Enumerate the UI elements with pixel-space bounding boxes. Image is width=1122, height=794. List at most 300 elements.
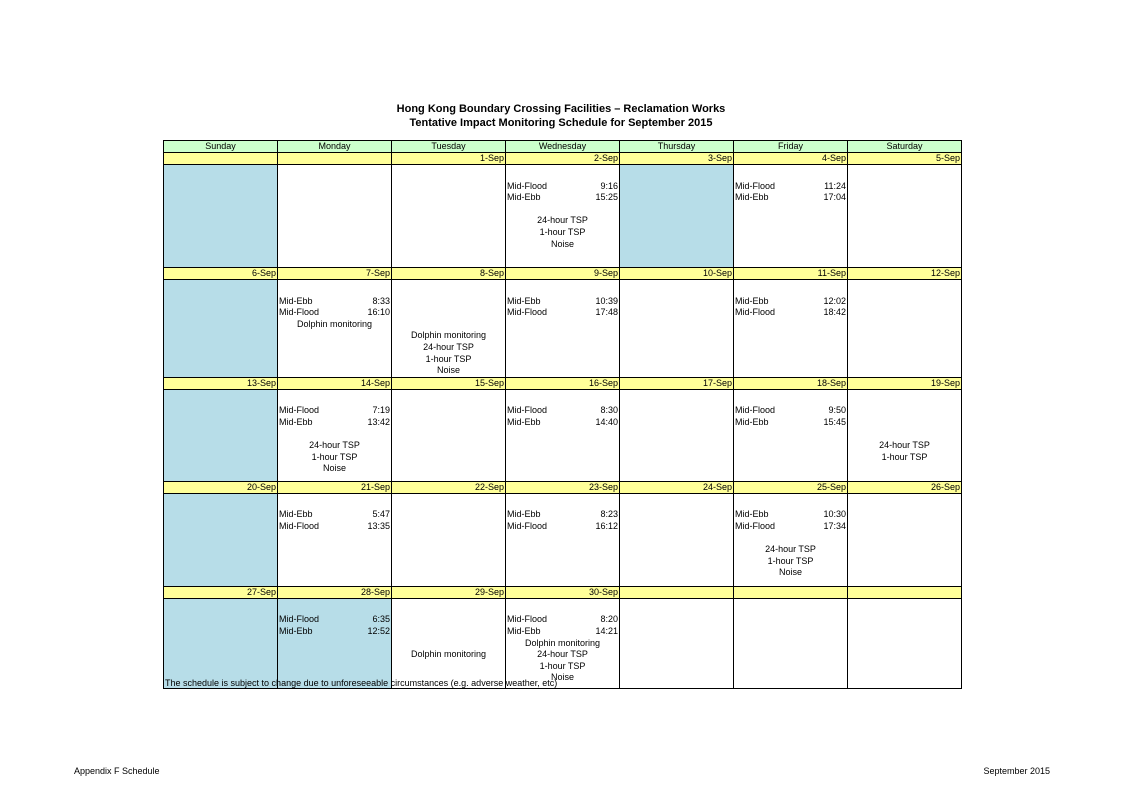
- tide-label: Mid-Flood: [507, 520, 548, 531]
- tide-time: 6:35: [372, 614, 390, 625]
- tide-time: 10:30: [823, 509, 846, 520]
- activity-label: [735, 463, 846, 475]
- day-cell: [392, 280, 506, 378]
- weekday-header: Friday: [734, 141, 848, 153]
- activity-label: [621, 204, 732, 216]
- tide-label: Mid-Ebb: [507, 625, 541, 636]
- activity-label: [621, 638, 732, 650]
- activity-label: [507, 342, 618, 354]
- activity-label: [621, 342, 732, 354]
- tide-entry: [507, 417, 618, 429]
- schedule-note: The schedule is subject to change due to unforeseeable circumstances (e.g. adverse weather, etc): [165, 678, 558, 688]
- tide-entry: [507, 307, 618, 319]
- tide-time: 12:52: [367, 625, 390, 636]
- tide-entry: [279, 405, 390, 417]
- tide-entry: [279, 521, 390, 533]
- activity-label: [621, 429, 732, 441]
- activity-label: [621, 319, 732, 331]
- activity-label: 1-hour TSP: [767, 555, 814, 566]
- date-cell: 26-Sep: [848, 481, 962, 493]
- activity-label: [507, 330, 618, 342]
- date-cell: 28-Sep: [278, 586, 392, 598]
- activity-label: [621, 452, 732, 464]
- activity-label: [849, 672, 960, 684]
- tide-entry: [735, 192, 846, 204]
- activity-label: [735, 661, 846, 673]
- activity-label: [165, 463, 276, 475]
- activity-label: Noise: [550, 672, 574, 683]
- tide-entry: [507, 181, 618, 193]
- activity-label: [735, 354, 846, 366]
- activity-label: [279, 342, 390, 354]
- date-cell: 9-Sep: [506, 268, 620, 280]
- activity-label: [165, 354, 276, 366]
- date-cell: 2-Sep: [506, 153, 620, 165]
- activity-label: [279, 429, 390, 441]
- weekday-header: Saturday: [848, 141, 962, 153]
- activity-label: 1-hour TSP: [881, 451, 928, 462]
- activity-label: Noise: [778, 567, 802, 578]
- activity-label: [849, 556, 960, 568]
- schedule-row: [164, 598, 962, 688]
- day-cell: [392, 165, 506, 268]
- activity-label: [393, 204, 504, 216]
- activity-label: Dolphin monitoring: [410, 330, 487, 341]
- day-cell: [848, 598, 962, 688]
- date-cell: 22-Sep: [392, 481, 506, 493]
- tide-label: Mid-Flood: [735, 405, 776, 416]
- activity-label: [621, 649, 732, 661]
- activity-label: [393, 452, 504, 464]
- tide-entry: [507, 509, 618, 521]
- footer-left: Appendix F Schedule: [74, 766, 160, 776]
- activity-label: [849, 354, 960, 366]
- date-row: [164, 481, 962, 493]
- activity-label: [735, 429, 846, 441]
- activity-label: 1-hour TSP: [539, 660, 586, 671]
- activity-label: [393, 567, 504, 579]
- activity-label: [165, 649, 276, 661]
- weekday-header: Thursday: [620, 141, 734, 153]
- day-cell: [164, 165, 278, 268]
- date-cell: 21-Sep: [278, 481, 392, 493]
- activity-label: 1-hour TSP: [539, 226, 586, 237]
- activity-label: [735, 672, 846, 684]
- date-row: [164, 153, 962, 165]
- tide-time: 14:40: [595, 416, 618, 427]
- activity-label: 1-hour TSP: [425, 353, 472, 364]
- tide-time: 8:33: [372, 295, 390, 306]
- date-cell: 27-Sep: [164, 586, 278, 598]
- day-cell: [734, 598, 848, 688]
- activity-label: [165, 204, 276, 216]
- date-cell: 11-Sep: [734, 268, 848, 280]
- activity-label: [279, 239, 390, 251]
- activity-label: [279, 354, 390, 366]
- activity-label: 24-hour TSP: [537, 649, 588, 660]
- day-cell: [620, 280, 734, 378]
- activity-label: [279, 649, 390, 661]
- tide-label: Mid-Flood: [507, 614, 548, 625]
- tide-label: Mid-Flood: [279, 405, 320, 416]
- day-cell: [164, 280, 278, 378]
- activity-label: [279, 638, 390, 650]
- activity-label: [165, 330, 276, 342]
- activity-label: [165, 638, 276, 650]
- tide-label: Mid-Flood: [507, 307, 548, 318]
- date-row: [164, 377, 962, 389]
- day-cell: [620, 493, 734, 586]
- activity-label: [621, 330, 732, 342]
- activity-label: Noise: [322, 463, 346, 474]
- date-cell: [620, 586, 734, 598]
- date-cell: 24-Sep: [620, 481, 734, 493]
- date-cell: 7-Sep: [278, 268, 392, 280]
- tide-time: 17:48: [595, 307, 618, 318]
- activity-label: [393, 429, 504, 441]
- activity-label: [735, 227, 846, 239]
- tide-time: 16:12: [595, 520, 618, 531]
- tide-entry: [735, 417, 846, 429]
- activity-label: [507, 544, 618, 556]
- activity-label: [393, 239, 504, 251]
- activity-label: [165, 556, 276, 568]
- day-cell: [164, 598, 278, 688]
- tide-entry: [279, 307, 390, 319]
- activity-label: [279, 567, 390, 579]
- tide-time: 13:35: [367, 520, 390, 531]
- activity-label: Noise: [436, 365, 460, 376]
- date-cell: 18-Sep: [734, 377, 848, 389]
- date-cell: [848, 586, 962, 598]
- activity-label: [849, 463, 960, 475]
- activity-label: 24-hour TSP: [879, 440, 930, 451]
- tide-label: Mid-Ebb: [279, 625, 313, 636]
- activity-label: [507, 319, 618, 331]
- tide-entry: [507, 192, 618, 204]
- activity-label: [735, 215, 846, 227]
- activity-label: [393, 463, 504, 475]
- activity-label: [621, 215, 732, 227]
- activity-label: [849, 319, 960, 331]
- activity-label: [507, 440, 618, 452]
- day-cell: [848, 493, 962, 586]
- activity-label: [849, 661, 960, 673]
- tide-time: 16:10: [367, 307, 390, 318]
- tide-label: Mid-Flood: [279, 520, 320, 531]
- day-cell: [392, 493, 506, 586]
- activity-label: [849, 342, 960, 354]
- activity-label: Dolphin monitoring: [410, 649, 487, 660]
- day-cell: [848, 165, 962, 268]
- page-title-line1: Hong Kong Boundary Crossing Facilities – Reclamation Works: [396, 103, 726, 115]
- activity-label: [849, 649, 960, 661]
- activity-label: [735, 638, 846, 650]
- activity-label: [621, 567, 732, 579]
- tide-time: 10:39: [595, 295, 618, 306]
- activity-label: [849, 533, 960, 545]
- activity-label: [393, 533, 504, 545]
- date-cell: 12-Sep: [848, 268, 962, 280]
- activity-label: [621, 239, 732, 251]
- activity-label: Noise: [550, 238, 574, 249]
- schedule-row: [164, 493, 962, 586]
- tide-entry: [507, 405, 618, 417]
- date-cell: [164, 153, 278, 165]
- tide-entry: [507, 614, 618, 626]
- weekday-header: Monday: [278, 141, 392, 153]
- activity-label: [165, 319, 276, 331]
- day-cell: [278, 165, 392, 268]
- day-cell: [506, 280, 620, 378]
- activity-label: 24-hour TSP: [309, 440, 360, 451]
- day-cell: [392, 598, 506, 688]
- activity-label: 24-hour TSP: [423, 341, 474, 352]
- day-cell: [734, 389, 848, 481]
- activity-label: [165, 567, 276, 579]
- tide-time: 12:02: [823, 295, 846, 306]
- tide-entry: [279, 626, 390, 638]
- activity-label: [279, 204, 390, 216]
- schedule-row: [164, 389, 962, 481]
- activity-label: [735, 533, 846, 545]
- activity-label: [165, 227, 276, 239]
- date-cell: 30-Sep: [506, 586, 620, 598]
- tide-entry: [279, 296, 390, 308]
- activity-label: [393, 319, 504, 331]
- date-row: [164, 586, 962, 598]
- tide-label: Mid-Ebb: [507, 509, 541, 520]
- activity-label: [507, 354, 618, 366]
- activity-label: 24-hour TSP: [765, 544, 816, 555]
- activity-label: [165, 544, 276, 556]
- activity-label: [735, 204, 846, 216]
- activity-label: [393, 544, 504, 556]
- activity-label: [621, 544, 732, 556]
- activity-label: [507, 429, 618, 441]
- day-cell: [734, 165, 848, 268]
- day-cell: [620, 389, 734, 481]
- date-cell: 23-Sep: [506, 481, 620, 493]
- activity-label: [735, 649, 846, 661]
- date-cell: 15-Sep: [392, 377, 506, 389]
- activity-label: [165, 533, 276, 545]
- activity-label: [393, 227, 504, 239]
- tide-entry: [735, 521, 846, 533]
- tide-time: 8:20: [600, 614, 618, 625]
- activity-label: [735, 319, 846, 331]
- activity-label: [849, 227, 960, 239]
- tide-entry: [279, 417, 390, 429]
- activity-label: [393, 661, 504, 673]
- activity-label: [621, 227, 732, 239]
- tide-entry: [279, 509, 390, 521]
- tide-entry: [735, 181, 846, 193]
- date-cell: 19-Sep: [848, 377, 962, 389]
- day-cell: [164, 493, 278, 586]
- activity-label: [279, 661, 390, 673]
- tide-label: Mid-Ebb: [279, 295, 313, 306]
- date-cell: 20-Sep: [164, 481, 278, 493]
- tide-time: 14:21: [595, 625, 618, 636]
- day-cell: [278, 598, 392, 688]
- tide-label: Mid-Ebb: [279, 509, 313, 520]
- activity-label: [621, 672, 732, 684]
- day-cell: [392, 389, 506, 481]
- tide-label: Mid-Flood: [735, 307, 776, 318]
- tide-time: 8:30: [600, 405, 618, 416]
- activity-label: [507, 452, 618, 464]
- tide-label: Mid-Ebb: [735, 192, 769, 203]
- tide-entry: [735, 296, 846, 308]
- day-cell: [506, 598, 620, 688]
- date-cell: [278, 153, 392, 165]
- activity-label: [735, 452, 846, 464]
- date-cell: 13-Sep: [164, 377, 278, 389]
- activity-label: [393, 638, 504, 650]
- tide-label: Mid-Flood: [507, 180, 548, 191]
- tide-entry: [507, 626, 618, 638]
- date-cell: 1-Sep: [392, 153, 506, 165]
- date-cell: 6-Sep: [164, 268, 278, 280]
- tide-label: Mid-Flood: [735, 520, 776, 531]
- date-cell: 29-Sep: [392, 586, 506, 598]
- tide-entry: [279, 614, 390, 626]
- weekday-header: Tuesday: [392, 141, 506, 153]
- page-title-line2: Tentative Impact Monitoring Schedule for September 2015: [409, 117, 713, 129]
- date-cell: 3-Sep: [620, 153, 734, 165]
- date-cell: 16-Sep: [506, 377, 620, 389]
- activity-label: [507, 463, 618, 475]
- activity-label: [393, 556, 504, 568]
- date-row: [164, 268, 962, 280]
- tide-label: Mid-Flood: [507, 405, 548, 416]
- day-cell: [734, 280, 848, 378]
- activity-label: [279, 544, 390, 556]
- activity-label: [165, 429, 276, 441]
- activity-label: [507, 204, 618, 216]
- day-cell: [506, 165, 620, 268]
- activity-label: [849, 544, 960, 556]
- activity-label: [393, 440, 504, 452]
- schedule-row: [164, 280, 962, 378]
- activity-label: [393, 215, 504, 227]
- activity-label: [165, 661, 276, 673]
- tide-time: 5:47: [372, 509, 390, 520]
- activity-label: [735, 239, 846, 251]
- tide-label: Mid-Ebb: [735, 295, 769, 306]
- activity-label: [279, 533, 390, 545]
- day-cell: [734, 493, 848, 586]
- activity-label: [165, 452, 276, 464]
- activity-label: [621, 463, 732, 475]
- activity-label: [507, 556, 618, 568]
- activity-label: Dolphin monitoring: [296, 318, 373, 329]
- activity-label: [165, 440, 276, 452]
- activity-label: [849, 239, 960, 251]
- tide-time: 18:42: [823, 307, 846, 318]
- footer-right: September 2015: [983, 766, 1050, 776]
- tide-label: Mid-Ebb: [507, 295, 541, 306]
- activity-label: [849, 567, 960, 579]
- tide-time: 8:23: [600, 509, 618, 520]
- activity-label: [279, 556, 390, 568]
- activity-label: [849, 330, 960, 342]
- weekday-header: Wednesday: [506, 141, 620, 153]
- date-cell: 4-Sep: [734, 153, 848, 165]
- activity-label: [621, 556, 732, 568]
- activity-label: [735, 342, 846, 354]
- tide-label: Mid-Flood: [735, 180, 776, 191]
- weekday-header: Sunday: [164, 141, 278, 153]
- tide-time: 9:16: [600, 180, 618, 191]
- day-cell: [278, 280, 392, 378]
- tide-entry: [507, 521, 618, 533]
- activity-label: [279, 215, 390, 227]
- activity-label: [849, 204, 960, 216]
- activity-label: [165, 342, 276, 354]
- calendar-table: [163, 140, 962, 689]
- day-cell: [506, 389, 620, 481]
- tide-time: 15:25: [595, 192, 618, 203]
- activity-label: [849, 215, 960, 227]
- day-cell: [620, 598, 734, 688]
- day-cell: [848, 389, 962, 481]
- tide-label: Mid-Ebb: [507, 416, 541, 427]
- activity-label: [507, 567, 618, 579]
- activity-label: [621, 661, 732, 673]
- date-cell: 14-Sep: [278, 377, 392, 389]
- activity-label: 24-hour TSP: [537, 215, 588, 226]
- date-cell: 5-Sep: [848, 153, 962, 165]
- activity-label: [279, 330, 390, 342]
- activity-label: [621, 440, 732, 452]
- tide-time: 11:24: [824, 180, 846, 191]
- day-cell: [278, 389, 392, 481]
- day-cell: [848, 280, 962, 378]
- tide-time: 17:34: [823, 520, 846, 531]
- activity-label: [621, 533, 732, 545]
- date-cell: [734, 586, 848, 598]
- day-cell: [620, 165, 734, 268]
- tide-entry: [735, 307, 846, 319]
- day-cell: [278, 493, 392, 586]
- date-cell: 8-Sep: [392, 268, 506, 280]
- activity-label: [735, 440, 846, 452]
- tide-label: Mid-Ebb: [735, 509, 769, 520]
- activity-label: [621, 354, 732, 366]
- tide-time: 7:19: [372, 405, 390, 416]
- tide-time: 9:50: [828, 405, 846, 416]
- day-cell: [506, 493, 620, 586]
- activity-label: [507, 533, 618, 545]
- activity-label: [279, 227, 390, 239]
- date-cell: 10-Sep: [620, 268, 734, 280]
- date-cell: 25-Sep: [734, 481, 848, 493]
- schedule-row: [164, 165, 962, 268]
- tide-entry: [507, 296, 618, 308]
- activity-label: [849, 638, 960, 650]
- tide-label: Mid-Ebb: [507, 192, 541, 203]
- tide-entry: [735, 509, 846, 521]
- tide-label: Mid-Ebb: [735, 416, 769, 427]
- tide-label: Mid-Ebb: [279, 416, 313, 427]
- weekday-header-row: [164, 141, 962, 153]
- tide-label: Mid-Flood: [279, 307, 320, 318]
- tide-label: Mid-Flood: [279, 614, 320, 625]
- activity-label: [165, 215, 276, 227]
- activity-label: [165, 239, 276, 251]
